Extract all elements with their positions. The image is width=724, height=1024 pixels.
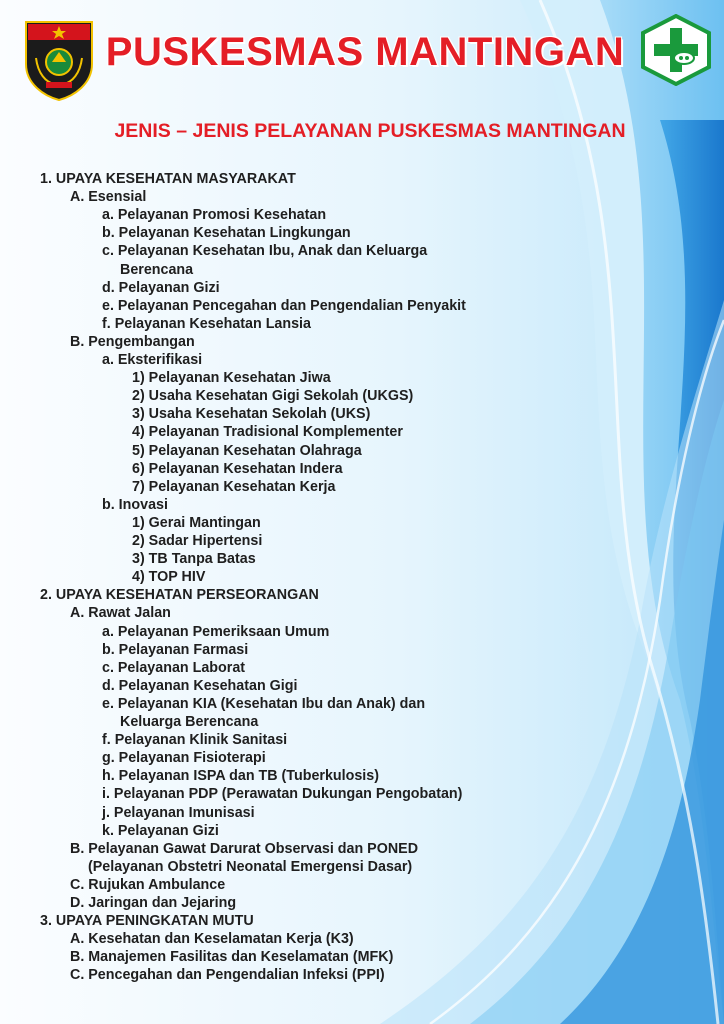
- service-item: a. Eksterifikasi: [102, 352, 203, 368]
- service-item-continued: Berencana: [120, 261, 194, 278]
- page-title: PUSKESMAS MANTINGAN: [105, 30, 625, 74]
- subsection-item: C. Pencegahan dan Pengendalian Infeksi (PPI): [70, 967, 385, 984]
- program-item: 2) Sadar Hipertensi: [132, 533, 263, 549]
- program-item: 1) Pelayanan Kesehatan Jiwa: [132, 370, 331, 387]
- service-item: i. Pelayanan PDP (Perawatan Dukungan Pengobatan): [102, 786, 463, 803]
- service-item: f. Pelayanan Klinik Sanitasi: [102, 732, 288, 749]
- service-item: h. Pelayanan ISPA dan TB (Tuberkulosis): [102, 768, 379, 785]
- service-item: d. Pelayanan Kesehatan Gigi: [102, 677, 298, 694]
- service-item: d. Pelayanan Gizi: [102, 279, 220, 296]
- service-item: b. Pelayanan Kesehatan Lingkungan: [102, 225, 351, 242]
- program-item: 3) Usaha Kesehatan Sekolah (UKS): [132, 406, 371, 423]
- program-item: 6) Pelayanan Kesehatan Indera: [132, 460, 343, 477]
- subsection-item: B. Manajemen Fasilitas dan Keselamatan (MFK): [70, 949, 394, 966]
- program-item: 4) Pelayanan Tradisional Komplementer: [132, 424, 403, 441]
- section-heading: 2. UPAYA KESEHATAN PERSEORANGAN: [40, 587, 319, 604]
- subsection-item: B. Pengembangan: [70, 333, 195, 350]
- service-item: a. Pelayanan Pemeriksaan Umum: [102, 623, 330, 640]
- service-item: c. Pelayanan Laborat: [102, 659, 246, 676]
- service-item: f. Pelayanan Kesehatan Lansia: [102, 315, 311, 332]
- service-item: b. Inovasi: [102, 496, 168, 513]
- service-item: a. Pelayanan Promosi Kesehatan: [102, 207, 327, 224]
- program-item: 5) Pelayanan Kesehatan Olahraga: [132, 442, 362, 459]
- coat-of-arms-logo: [24, 18, 94, 102]
- program-item: 3) TB Tanpa Batas: [132, 551, 256, 568]
- section-heading: 3. UPAYA PENINGKATAN MUTU: [40, 913, 254, 930]
- service-item: e. Pelayanan Pencegahan dan Pengendalian Penyakit: [102, 297, 466, 314]
- subsection-item: B. Pelayanan Gawat Darurat Observasi dan PONED: [70, 840, 419, 857]
- program-item: 7) Pelayanan Kesehatan Kerja: [132, 478, 336, 495]
- subsection-item: C. Rujukan Ambulance: [70, 876, 226, 893]
- section-heading: 1. UPAYA KESEHATAN MASYARAKAT: [40, 171, 296, 187]
- service-item-continued: Keluarga Berencana: [120, 714, 259, 730]
- service-item: b. Pelayanan Farmasi: [102, 641, 249, 658]
- puskesmas-cross-logo: [640, 14, 712, 86]
- subsection-item-continued: (Pelayanan Obstetri Neonatal Emergensi Dasar): [88, 858, 413, 875]
- subsection-item: A. Rawat Jalan: [70, 605, 171, 622]
- program-item: 4) TOP HIV: [132, 569, 206, 586]
- service-item: g. Pelayanan Fisioterapi: [102, 750, 266, 767]
- subsection-item: A. Esensial: [70, 189, 147, 206]
- service-item: j. Pelayanan Imunisasi: [102, 804, 255, 821]
- subsection-item: D. Jaringan dan Jejaring: [70, 895, 237, 911]
- page-subtitle: JENIS – JENIS PELAYANAN PUSKESMAS MANTINGAN: [114, 120, 626, 142]
- service-item: c. Pelayanan Kesehatan Ibu, Anak dan Keluarga: [102, 243, 428, 260]
- program-item: 2) Usaha Kesehatan Gigi Sekolah (UKGS): [132, 388, 414, 405]
- subsection-item: A. Kesehatan dan Keselamatan Kerja (K3): [70, 931, 354, 948]
- service-item: e. Pelayanan KIA (Kesehatan Ibu dan Anak) dan: [102, 695, 426, 712]
- program-item: 1) Gerai Mantingan: [132, 514, 261, 531]
- service-item: k. Pelayanan Gizi: [102, 822, 219, 839]
